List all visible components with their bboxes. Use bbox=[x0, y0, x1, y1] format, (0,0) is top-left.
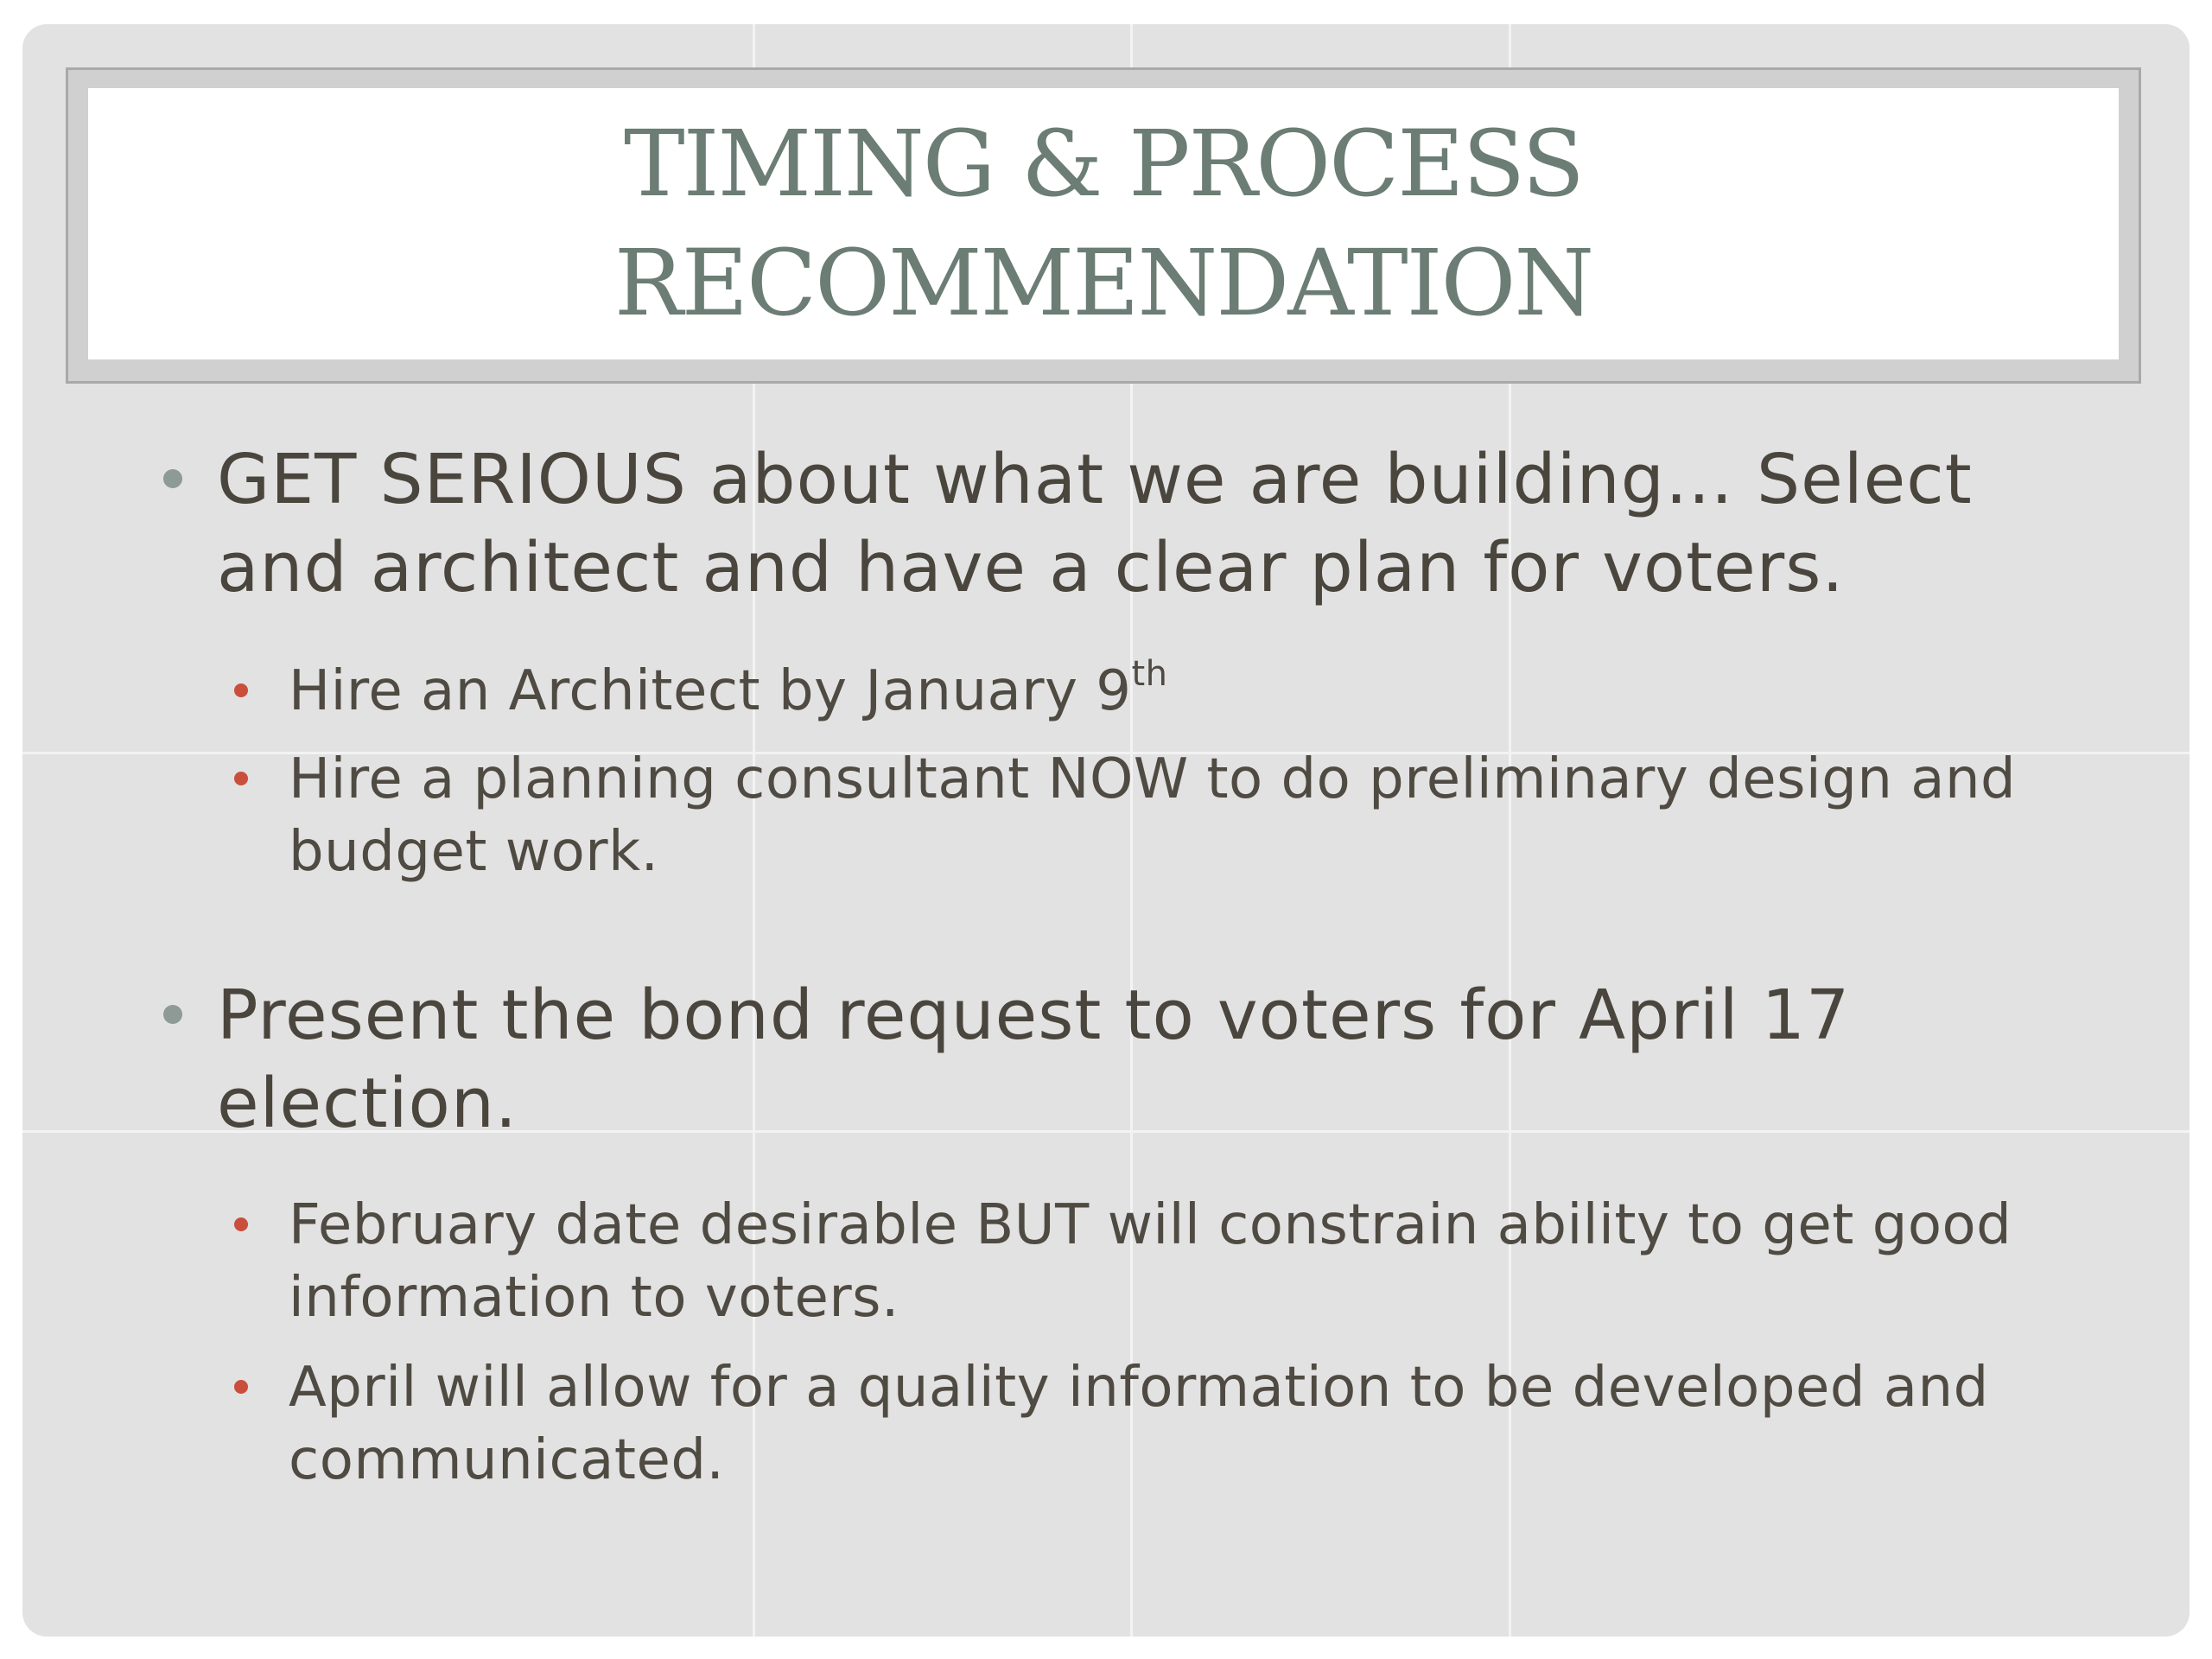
sub-bullet-item bbox=[289, 1189, 2017, 1334]
bullet-dot-icon bbox=[163, 1005, 182, 1024]
sub-bullet-item bbox=[289, 1351, 2017, 1497]
bullet-text: GET SERIOUS about what we are building… Select and architect and have a clear plan for voters. bbox=[217, 440, 1973, 607]
sub-bullet-dot-icon bbox=[234, 772, 248, 785]
sub-bullet-text: February date desirable BUT will constrain ability to get good information to voters. bbox=[289, 1193, 2012, 1330]
sub-bullet-text: April will allow for a quality information to be developed and communicated. bbox=[289, 1356, 1989, 1492]
sub-bullet-item bbox=[289, 655, 2017, 728]
title-line-2: RECOMMENDATION bbox=[613, 230, 1593, 336]
bullet-text: Present the bond request to voters for April 17 election. bbox=[217, 976, 1851, 1143]
sub-bullet-dot-icon bbox=[234, 1217, 248, 1231]
bullet-item bbox=[217, 435, 2049, 612]
title-line-1: TIMING & PROCESS bbox=[623, 111, 1584, 217]
sub-bullet-dot-icon bbox=[234, 683, 248, 697]
ordinal-suffix: th bbox=[1131, 653, 1168, 694]
bullet-item bbox=[217, 971, 2049, 1147]
sub-bullet-text: Hire an Architect by January 9 bbox=[289, 659, 1132, 723]
slide-body bbox=[22, 24, 2190, 1637]
slide bbox=[22, 24, 2190, 1637]
sub-bullet-item bbox=[289, 743, 2017, 888]
sub-bullet-dot-icon bbox=[234, 1380, 248, 1394]
sub-bullet-text: Hire a planning consultant NOW to do preliminary design and budget work. bbox=[289, 747, 2017, 884]
bullet-dot-icon bbox=[163, 469, 182, 488]
